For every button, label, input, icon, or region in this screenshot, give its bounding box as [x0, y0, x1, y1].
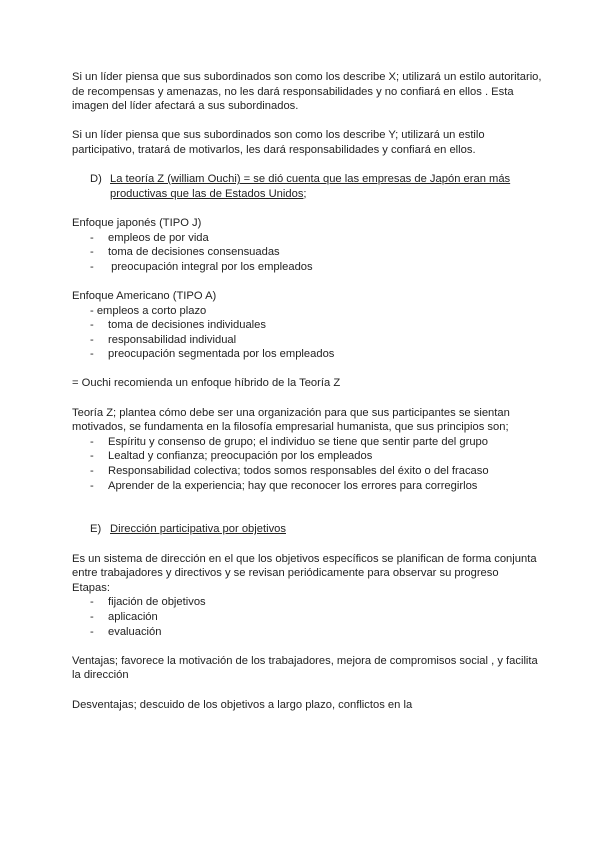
dash-marker: -	[90, 231, 94, 244]
list-item	[90, 260, 542, 275]
list-item	[90, 449, 542, 464]
dpo-intro: Es un sistema de dirección en el que los objetivos específicos se planifican de forma conjunta entre trabajadores y directivos y se revisan periódicamente para observar su progreso	[72, 552, 537, 580]
section-d-heading	[90, 172, 542, 201]
list-item	[90, 231, 542, 246]
section-d-title: La teoría Z (william Ouchi) = se dió cuenta que las empresas de Japón eran más productivas que las de Estados Unidos;	[110, 173, 511, 200]
section-e-heading	[90, 522, 542, 537]
list-item-text: toma de decisiones consensuadas	[108, 246, 280, 259]
list-item-text: evaluación	[108, 625, 162, 638]
american-approach-list	[72, 318, 542, 362]
japanese-approach-title: Enfoque japonés (TIPO J)	[72, 216, 202, 229]
paragraph-y-theory: Si un líder piensa que sus subordinados son como los describe Y; utilizará un estilo participativo, tratará de motivarlos, les dará responsabilidades y confiará en ellos.	[72, 129, 485, 156]
list-item-text: toma de decisiones individuales	[108, 319, 266, 332]
list-item-text: preocupación segmentada por los empleados	[108, 348, 335, 361]
japanese-approach-list	[72, 231, 542, 275]
list-item-text: responsabilidad individual	[108, 333, 237, 346]
list-item-text: aplicación	[108, 610, 158, 623]
paragraph-x-theory: Si un líder piensa que sus subordinados son como los describe X; utilizará un estilo autoritario, de recompensas y amenazas, no les dará responsabilidades y no confiará en ellos . Esta imagen del líder afectará a sus subordinados.	[72, 71, 542, 113]
stages-list	[72, 595, 542, 639]
dash-marker: -	[90, 260, 94, 273]
dash-marker: -	[90, 465, 94, 478]
dash-marker: -	[90, 625, 94, 638]
document-page	[72, 70, 542, 712]
dash-marker: -	[90, 610, 94, 623]
ouchi-note: = Ouchi recomienda un enfoque híbrido de la Teoría Z	[72, 377, 341, 390]
section-d-letter: D)	[90, 173, 102, 186]
american-first-item: - empleos a corto plazo	[90, 304, 207, 317]
dash-marker: -	[90, 319, 94, 332]
list-item-text: preocupación integral por los empleados	[108, 260, 313, 273]
list-item	[90, 347, 542, 362]
american-approach-title: Enfoque Americano (TIPO A)	[72, 289, 217, 302]
section-e-title: Dirección participativa por objetivos	[110, 523, 286, 536]
list-item	[90, 333, 542, 348]
list-item-text: fijación de objetivos	[108, 596, 206, 609]
section-e-letter: E)	[90, 523, 102, 536]
list-item-text: Responsabilidad colectiva; todos somos responsables del éxito o del fracaso	[108, 465, 489, 478]
dash-marker: -	[90, 348, 94, 361]
list-item-text: Lealtad y confianza; preocupación por los empleados	[108, 450, 373, 463]
theory-z-principles-list	[72, 435, 542, 493]
list-item	[90, 245, 542, 260]
dash-marker: -	[90, 450, 94, 463]
list-item	[90, 318, 542, 333]
dash-marker: -	[90, 435, 94, 448]
list-item-text: Aprender de la experiencia; hay que reconocer los errores para corregirlos	[108, 479, 478, 492]
list-item	[90, 625, 542, 640]
disadvantages-paragraph: Desventajas; descuido de los objetivos a largo plazo, conflictos en la	[72, 698, 413, 711]
theory-z-intro: Teoría Z; plantea cómo debe ser una organización para que sus participantes se sientan motivados, se fundamenta en la filosofía empresarial humanista, que sus principios son;	[72, 406, 510, 434]
list-item-text: Espíritu y consenso de grupo; el individuo se tiene que sentir parte del grupo	[108, 435, 488, 448]
dash-marker: -	[90, 333, 94, 346]
list-item	[90, 610, 542, 625]
list-item-text: empleos de por vida	[108, 231, 209, 244]
stages-label: Etapas:	[72, 581, 110, 594]
advantages-paragraph: Ventajas; favorece la motivación de los trabajadores, mejora de compromisos social , y facilita la dirección	[72, 654, 538, 682]
list-item	[90, 435, 542, 450]
dash-marker: -	[90, 596, 94, 609]
list-item	[90, 479, 542, 494]
dash-marker: -	[90, 246, 94, 259]
dash-marker: -	[90, 479, 94, 492]
list-item	[90, 464, 542, 479]
list-item	[90, 595, 542, 610]
